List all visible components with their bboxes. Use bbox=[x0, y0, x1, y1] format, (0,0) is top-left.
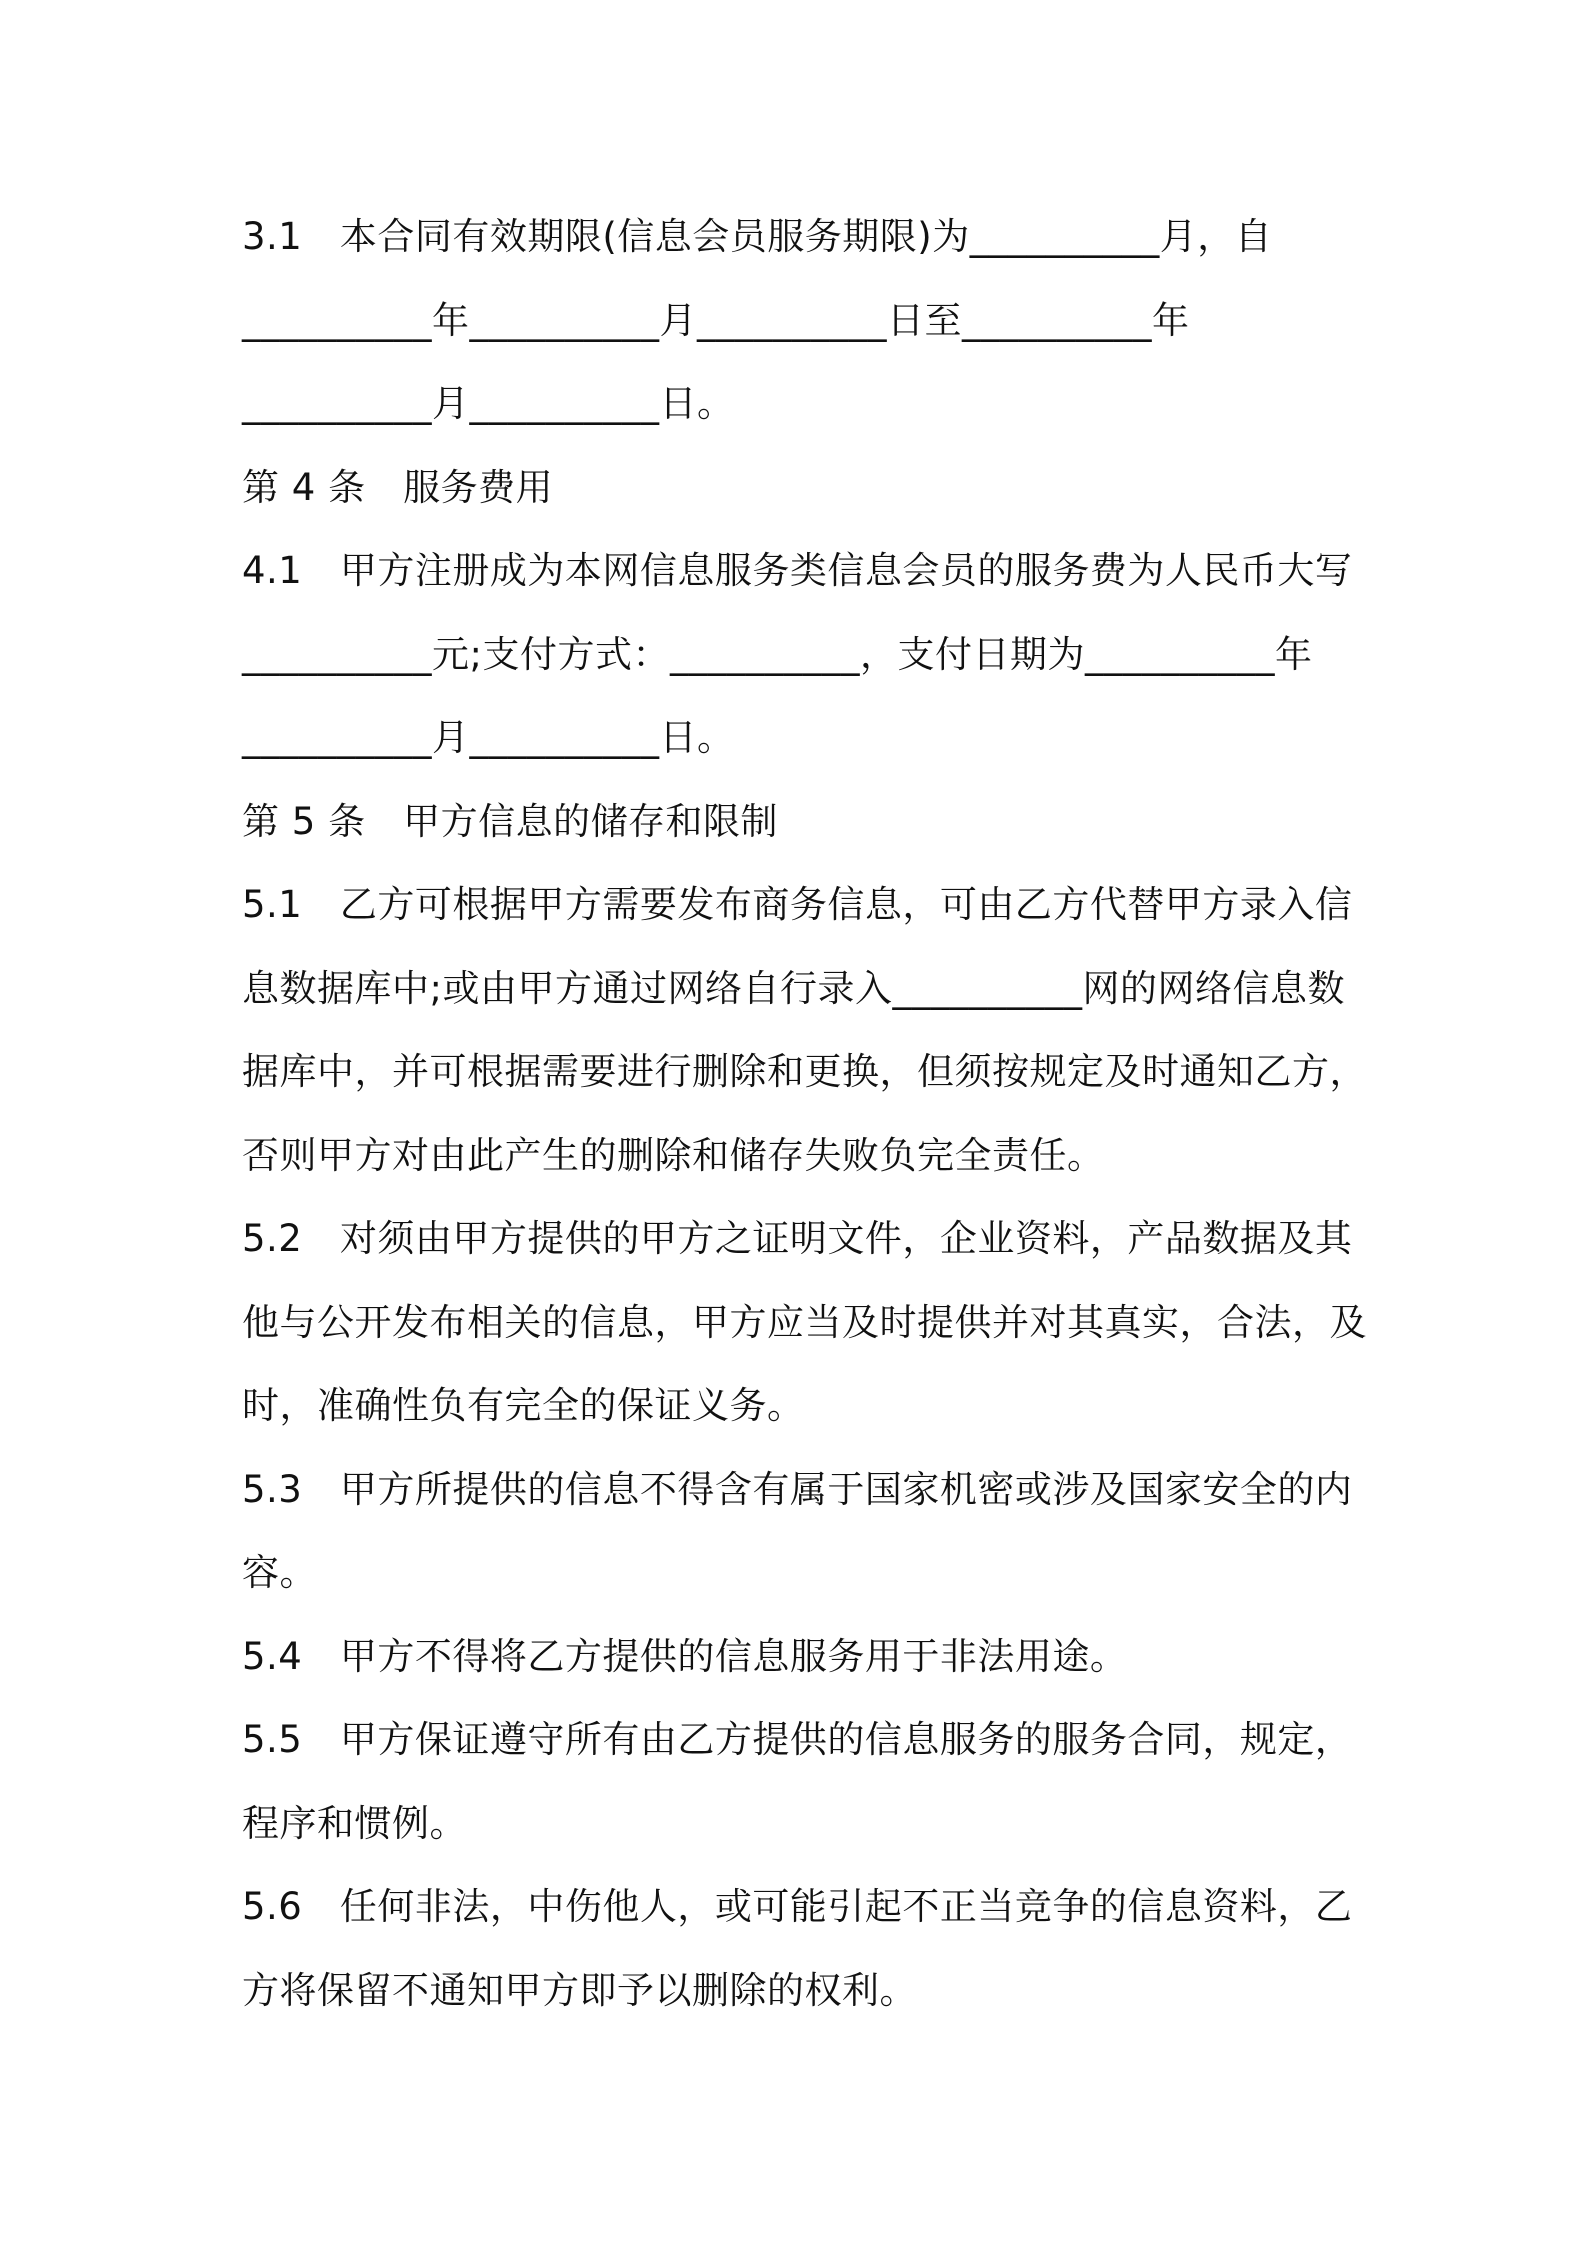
clause-5-3-line-2: 容。 bbox=[242, 1551, 317, 1594]
document-body bbox=[242, 195, 1367, 2032]
article-4-heading: 第 4 条 服务费用 bbox=[242, 465, 554, 509]
clause-5-6-line-1: 5.6 任何非法，中伤他人，或可能引起不正当竞争的信息资料，乙 bbox=[242, 1885, 1353, 1928]
clause-5-2-line-3: 时，准确性负有完全的保证义务。 bbox=[242, 1384, 805, 1427]
clause-3-1-line-1: 3.1 本合同有效期限(信息会员服务期限)为__________月，自 bbox=[242, 215, 1273, 258]
clause-4-1-line-1: 4.1 甲方注册成为本网信息服务类信息会员的服务费为人民币大写 bbox=[242, 549, 1353, 592]
clause-5-5-line-1: 5.5 甲方保证遵守所有由乙方提供的信息服务的服务合同，规定， bbox=[242, 1718, 1353, 1761]
article-5-heading: 第 5 条 甲方信息的储存和限制 bbox=[242, 799, 779, 843]
clause-5-2-line-2: 他与公开发布相关的信息，甲方应当及时提供并对其真实，合法，及 bbox=[242, 1300, 1367, 1344]
clause-5-1-line-4: 否则甲方对由此产生的删除和储存失败负完全责任。 bbox=[242, 1133, 1105, 1177]
clause-5-5-line-2: 程序和惯例。 bbox=[242, 1801, 467, 1845]
clause-5-1-line-2: 息数据库中;或由甲方通过网络自行录入__________网的网络信息数 bbox=[242, 966, 1345, 1010]
clause-5-4-line-1: 5.4 甲方不得将乙方提供的信息服务用于非法用途。 bbox=[242, 1634, 1128, 1678]
clause-3-1-line-3: __________月__________日。 bbox=[242, 382, 735, 425]
clause-3-1-line-2: __________年__________月__________日至__________年 bbox=[242, 298, 1190, 342]
clause-5-1-line-1: 5.1 乙方可根据甲方需要发布商务信息，可由乙方代替甲方录入信 bbox=[242, 883, 1353, 926]
clause-4-1-line-2: __________元;支付方式：__________，支付日期为__________年 bbox=[242, 632, 1313, 676]
clause-5-1-line-3: 据库中，并可根据需要进行删除和更换，但须按规定及时通知乙方， bbox=[242, 1050, 1367, 1093]
clause-5-3-line-1: 5.3 甲方所提供的信息不得含有属于国家机密或涉及国家安全的内 bbox=[242, 1467, 1353, 1511]
clause-5-6-line-2: 方将保留不通知甲方即予以删除的权利。 bbox=[242, 1968, 917, 2012]
clause-4-1-line-3: __________月__________日。 bbox=[242, 716, 735, 759]
clause-5-2-line-1: 5.2 对须由甲方提供的甲方之证明文件，企业资料，产品数据及其 bbox=[242, 1217, 1353, 1260]
